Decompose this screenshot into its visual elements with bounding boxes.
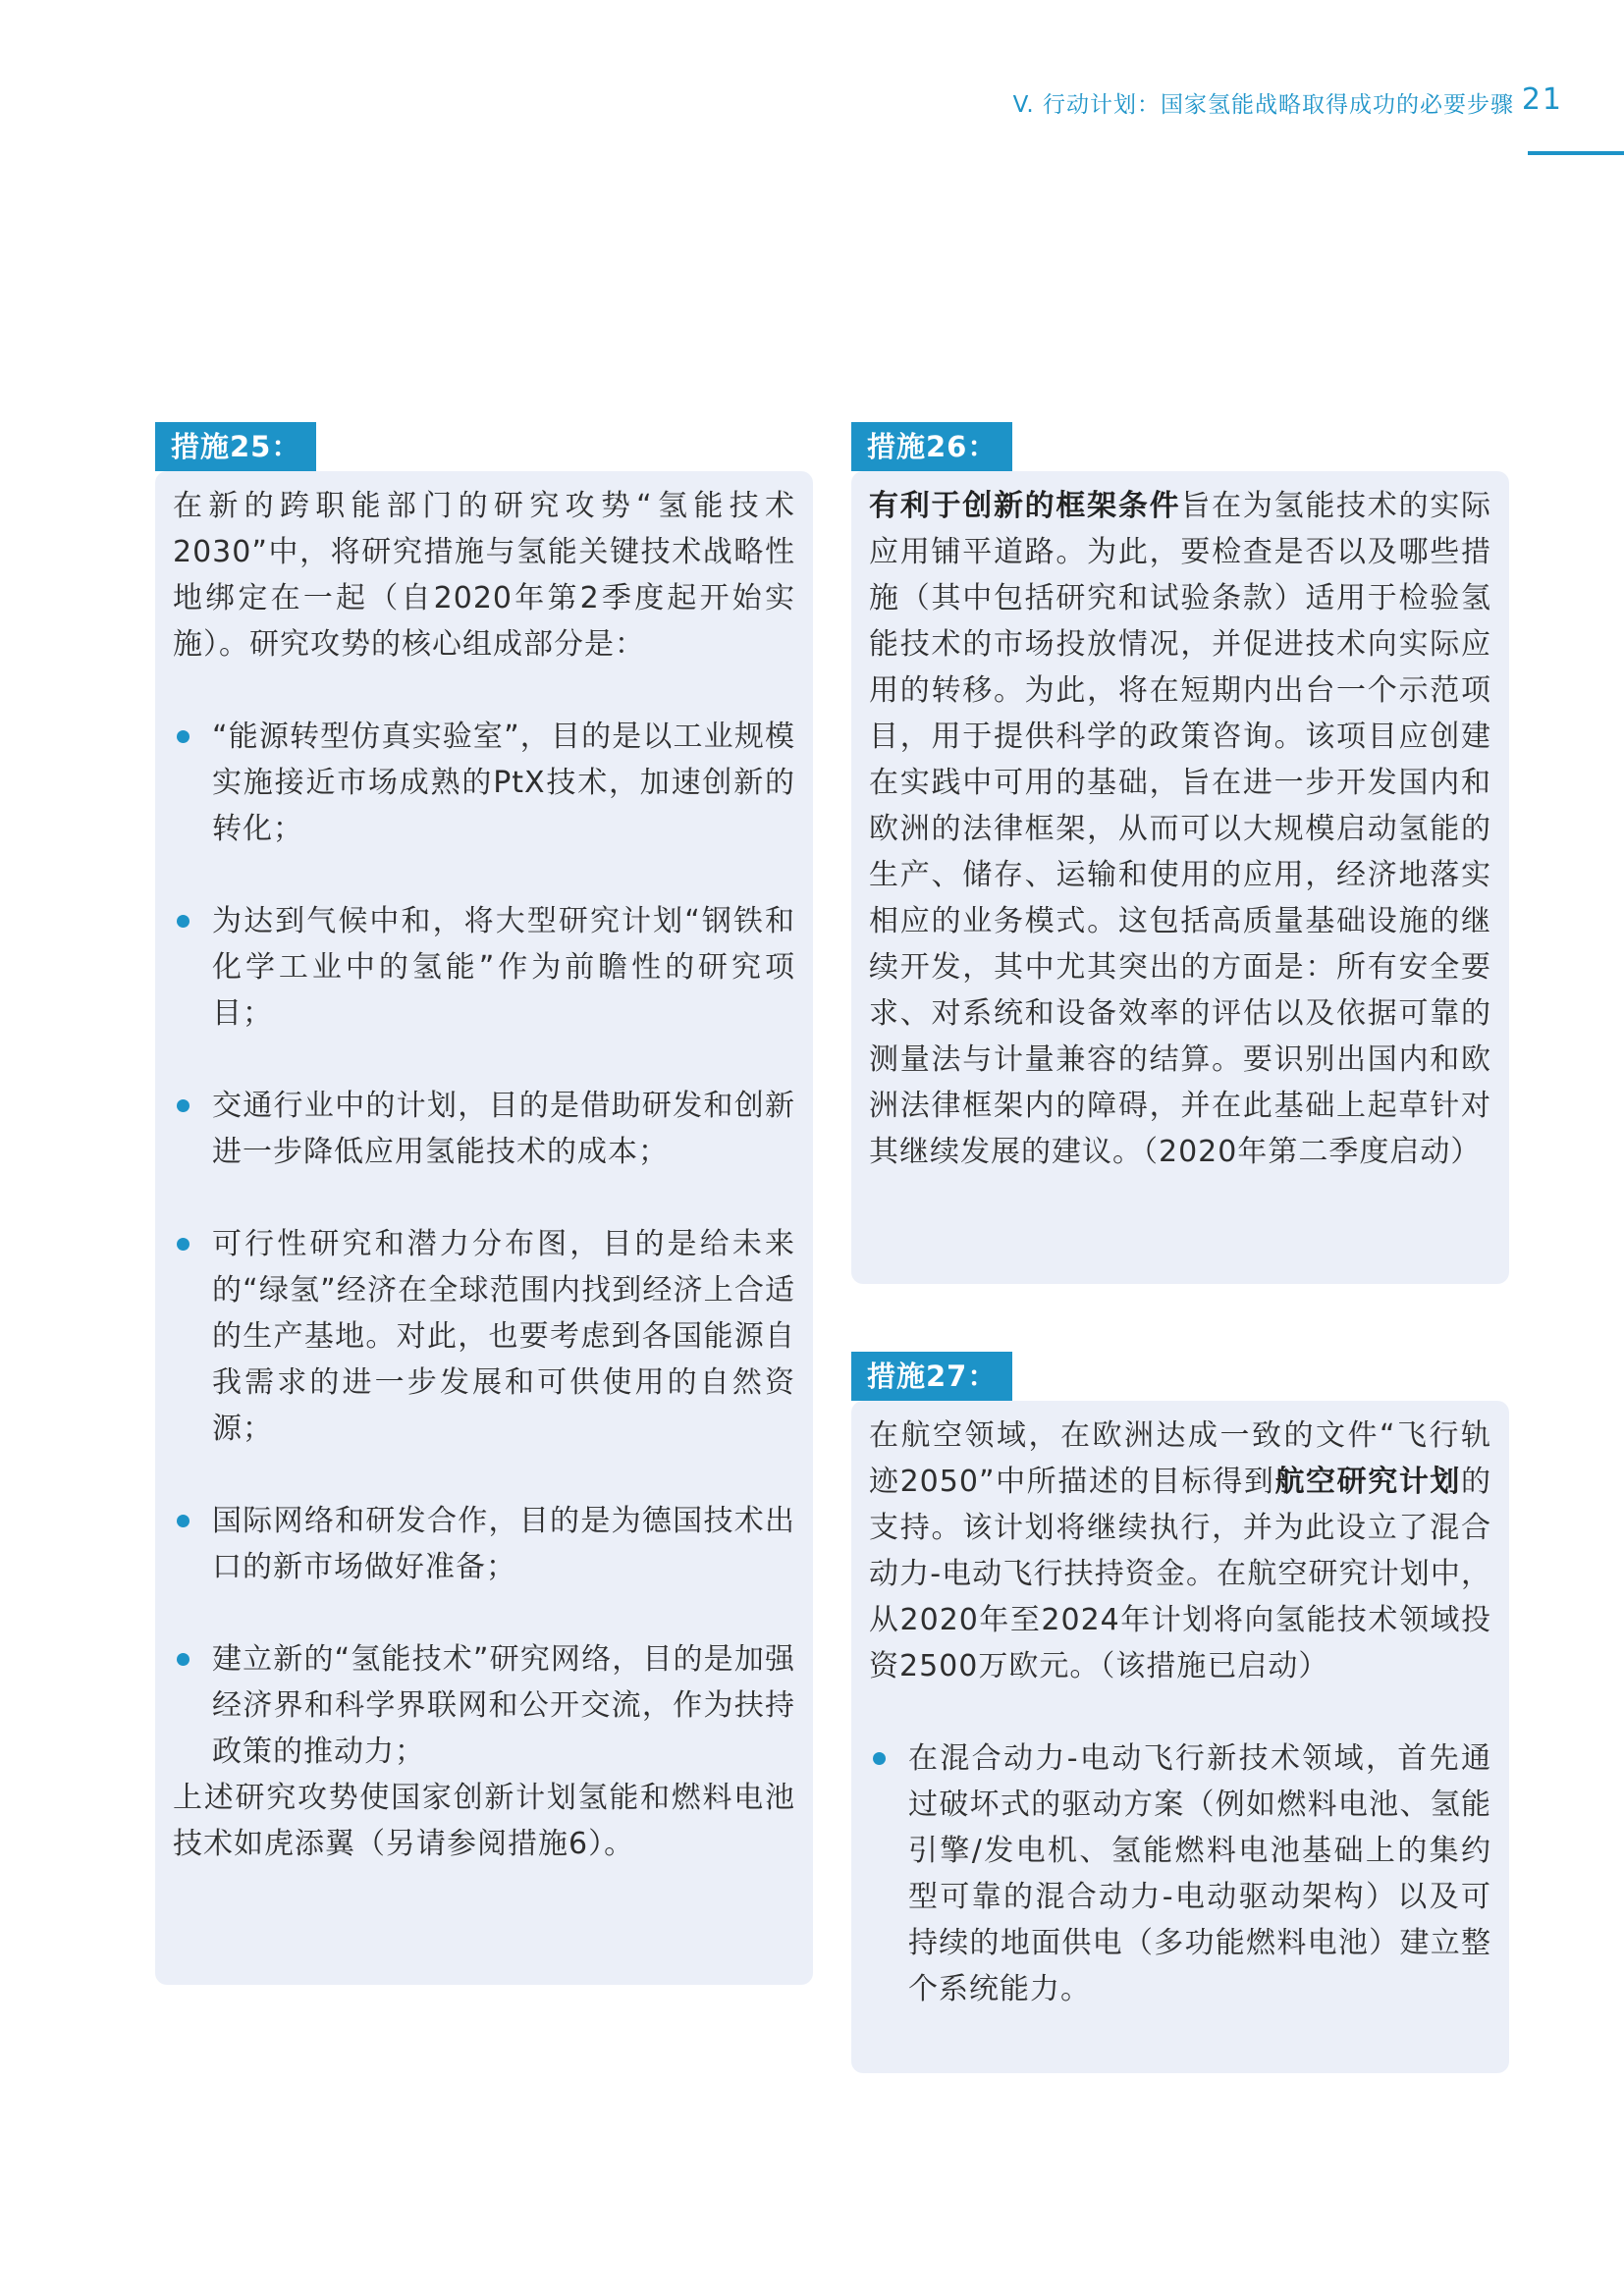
measure-25-intro: 在新的跨职能部门的研究攻势“氢能技术2030”中，将研究措施与氢能关键技术战略性地绑定在一起（自2020年第2季度起开始实施）。研究攻势的核心组成部分是： — [173, 489, 795, 662]
measure-25-tag: 措施25： — [155, 422, 316, 471]
bullet-icon — [177, 730, 189, 743]
measure-26-bold-lead: 有利于创新的框架条件 — [869, 489, 1181, 523]
measure-27-list — [869, 1735, 1491, 2012]
measure-25-closing: 上述研究攻势使国家创新计划氢能和燃料电池技术如虎添翼（另请参阅措施6）。 — [173, 1781, 795, 1861]
header-rule — [1528, 151, 1624, 155]
list-item: 建立新的“氢能技术”研究网络，目的是加强经济界和科学界联网和公开交流，作为扶持政策的推动力； — [173, 1636, 795, 1775]
measure-25-list — [173, 714, 795, 1775]
bullet-icon — [177, 915, 189, 928]
bullet-icon — [873, 1752, 886, 1765]
measure-27-box — [851, 1401, 1509, 2073]
measure-27-tag: 措施27： — [851, 1352, 1012, 1401]
measure-25-box — [155, 471, 813, 1985]
list-item: 国际网络和研发合作，目的是为德国技术出口的新市场做好准备； — [173, 1498, 795, 1590]
measure-26-box — [851, 471, 1509, 1284]
measure-26-body: 旨在为氢能技术的实际应用铺平道路。为此，要检查是否以及哪些措施（其中包括研究和试验条款）适用于检验氢能技术的市场投放情况，并促进技术向实际应用的转移。为此，将在短期内出台一个示范项目，用于提供科学的政策咨询。该项目应创建在实践中可用的基础，旨在进一步开发国内和欧洲的法律框架，从而可以大规模启动氢能的生产、储存、运输和使用的应用，经济地落实相应的业务模式。这包括高质量基础设施的继续开发，其中尤其突出的方面是：所有安全要求、对系统和设备效率的评估以及依据可靠的测量法与计量兼容的结算。要识别出国内和欧洲法律框架内的障碍，并在此基础上起草针对其继续发展的建议。（2020年第二季度启动） — [869, 489, 1492, 1169]
measure-27-bold-term: 航空研究计划 — [1274, 1465, 1462, 1499]
measure-26-text — [869, 483, 1491, 1175]
bullet-icon — [177, 1515, 189, 1527]
page-number: 21 — [1521, 82, 1563, 117]
list-item: 为达到气候中和，将大型研究计划“钢铁和化学工业中的氢能”作为前瞻性的研究项目； — [173, 898, 795, 1037]
running-header: V. 行动计划：国家氢能战略取得成功的必要步骤 — [1012, 92, 1514, 118]
list-item: 可行性研究和潜力分布图，目的是给未来的“绿氢”经济在全球范围内找到经济上合适的生产基地。对此，也要考虑到各国能源自我需求的进一步发展和可供使用的自然资源； — [173, 1221, 795, 1452]
measure-26-tag: 措施26： — [851, 422, 1012, 471]
bullet-icon — [177, 1653, 189, 1666]
list-item: 在混合动力-电动飞行新技术领域，首先通过破坏式的驱动方案（例如燃料电池、氢能引擎/发电机、氢能燃料电池基础上的集约型可靠的混合动力-电动驱动架构）以及可持续的地面供电（多功能燃料电池）建立整个系统能力。 — [869, 1735, 1491, 2012]
list-item: 交通行业中的计划，目的是借助研发和创新进一步降低应用氢能技术的成本； — [173, 1083, 795, 1175]
measure-27-text: 在航空领域，在欧洲达成一致的文件“飞行轨迹2050”中所描述的目标得到航空研究计划的支持。该计划将继续执行，并为此设立了混合动力-电动飞行扶持资金。在航空研究计划中，从2020年至2024年计划将向氢能技术领域投资2500万欧元。（该措施已启动） — [869, 1418, 1492, 1683]
bullet-icon — [177, 1238, 189, 1251]
list-item: “能源转型仿真实验室”，目的是以工业规模实施接近市场成熟的PtX技术，加速创新的转化； — [173, 714, 795, 852]
bullet-icon — [177, 1099, 189, 1112]
